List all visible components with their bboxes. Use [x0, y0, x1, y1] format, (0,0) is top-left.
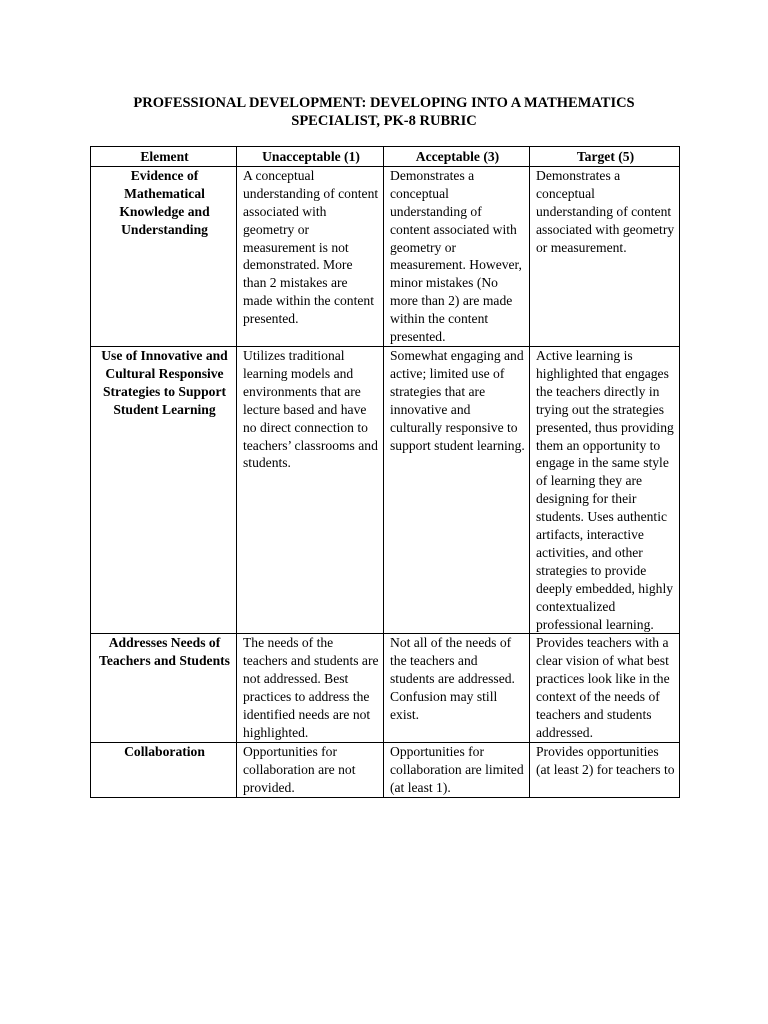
- header-target: Target (5): [530, 147, 680, 167]
- target-cell: Demonstrates a conceptual understanding of content associated with geometry or measurement.: [530, 166, 680, 346]
- page-title: [0, 94, 768, 130]
- title-line-2: SPECIALIST, PK-8 RUBRIC: [291, 113, 477, 129]
- table-row: [91, 166, 680, 346]
- unacceptable-cell: The needs of the teachers and students are not addressed. Best practices to address the identified needs are not highlighted.: [237, 634, 384, 742]
- unacceptable-cell: A conceptual understanding of content associated with geometry or measurement is not demonstrated. More than 2 mistakes are made within the content presented.: [237, 166, 384, 346]
- table-row: [91, 634, 680, 742]
- acceptable-cell: Opportunities for collaboration are limited (at least 1).: [384, 742, 530, 797]
- header-unacceptable: Unacceptable (1): [237, 147, 384, 167]
- title-line-1: PROFESSIONAL DEVELOPMENT: DEVELOPING INTO A MATHEMATICS: [133, 95, 635, 111]
- element-cell: Use of Innovative and Cultural Responsive Strategies to Support Student Learning: [91, 346, 237, 634]
- unacceptable-cell: Opportunities for collaboration are not provided.: [237, 742, 384, 797]
- acceptable-cell: Demonstrates a conceptual understanding of content associated with geometry or measurement. However, minor mistakes (No more than 2) are made within the content presented.: [384, 166, 530, 346]
- rubric-table: [90, 146, 680, 798]
- header-element: Element: [91, 147, 237, 167]
- target-cell: Provides opportunities (at least 2) for teachers to: [530, 742, 680, 797]
- element-cell: Evidence of Mathematical Knowledge and Understanding: [91, 166, 237, 346]
- header-acceptable: Acceptable (3): [384, 147, 530, 167]
- table-row: [91, 742, 680, 797]
- unacceptable-cell: Utilizes traditional learning models and environments that are lecture based and have no direct connection to teachers’ classrooms and students.: [237, 346, 384, 634]
- target-cell: Provides teachers with a clear vision of what best practices look like in the context of the needs of teachers and students addressed.: [530, 634, 680, 742]
- target-cell: Active learning is highlighted that engages the teachers directly in trying out the strategies presented, thus providing them an opportunity to engage in the same style of learning they are designing for their students. Uses authentic artifacts, interactive activities, and other strategies to provide deeply embedded, highly contextualized professional learning.: [530, 346, 680, 634]
- acceptable-cell: Somewhat engaging and active; limited use of strategies that are innovative and culturally responsive to support student learning.: [384, 346, 530, 634]
- element-cell: Collaboration: [91, 742, 237, 797]
- element-cell: Addresses Needs of Teachers and Students: [91, 634, 237, 742]
- table-row: [91, 346, 680, 634]
- acceptable-cell: Not all of the needs of the teachers and students are addressed. Confusion may still exist.: [384, 634, 530, 742]
- table-header-row: [91, 147, 680, 167]
